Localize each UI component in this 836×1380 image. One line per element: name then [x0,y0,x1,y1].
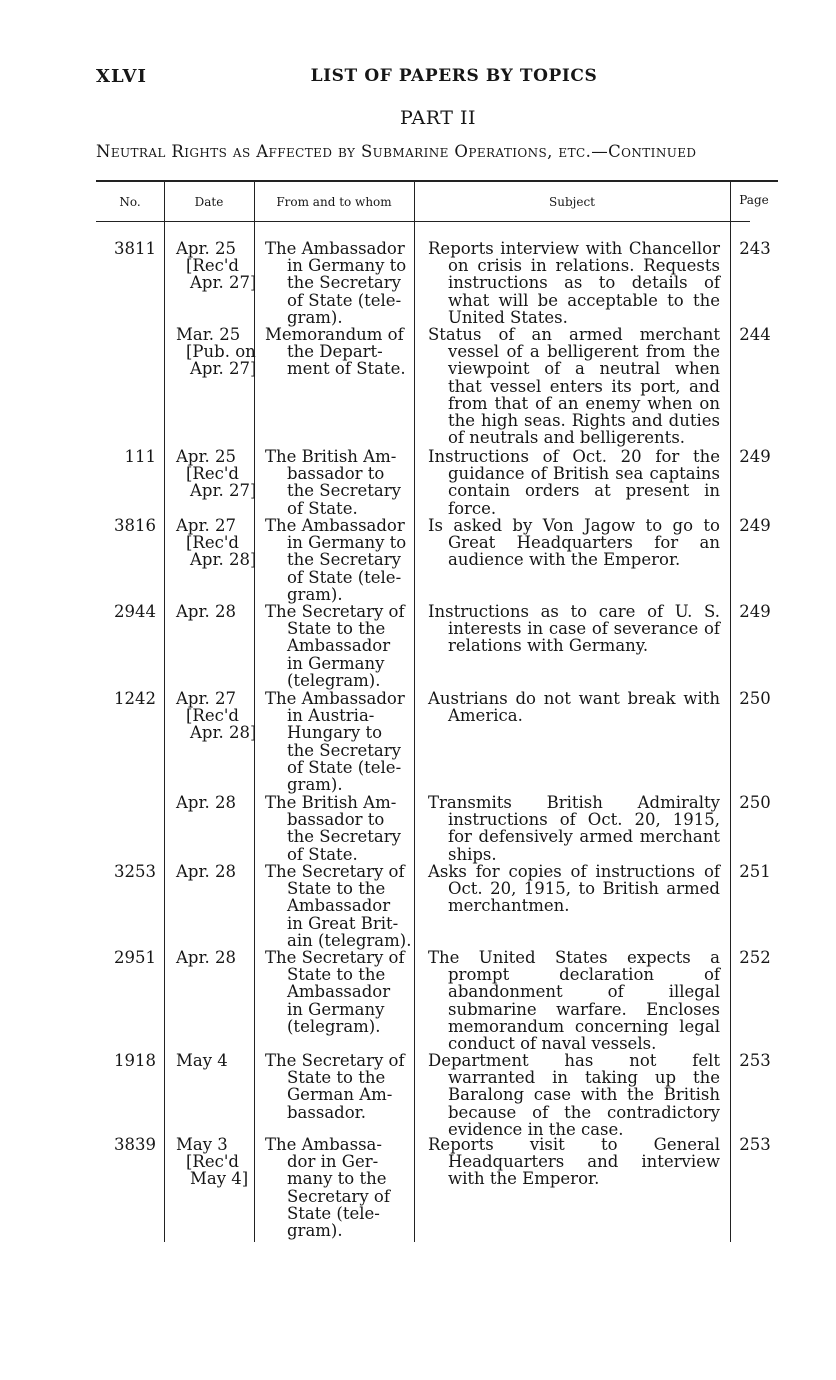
paper-date [176,603,258,620]
paper-number: 3816 [114,516,156,535]
page-number: 249 [739,447,771,466]
from-line: State (tele- [287,1203,380,1223]
from-line: of State (tele- [287,757,402,777]
from-to-whom [265,690,411,793]
from-line: Hungary to [287,723,383,743]
from-line: The Ambassador [265,239,405,258]
from-to-whom [265,949,411,1035]
section-heading: Neutral Rights as Affected by Submarine Operations, etc.—Continued [96,142,697,161]
subject-text: Is asked by Von Jagow to go to Great Headquarters for an audience with the Emperor. [428,516,720,570]
from-line: the Secretary [287,481,401,501]
paper-date [176,448,258,500]
from-line: of State. [287,498,358,518]
running-head [96,66,778,96]
paper-date [176,517,258,569]
subject-text: The United States expects a prompt declaration of abandonment of illegal submarine warfare. Encloses memorandum concerning legal conduct of naval vessels. [428,948,720,1054]
from-to-whom [265,1052,411,1121]
from-line: gram). [287,775,343,795]
from-line: gram). [287,1221,343,1241]
folio: XLVI [96,66,147,87]
from-line: the Secretary [287,550,401,570]
from-line: The Secretary of [265,862,405,881]
paper-number: 2951 [114,948,156,967]
from-line: The Secretary of [265,1051,405,1070]
from-line: Ambassador [287,896,391,916]
from-to-whom [265,326,411,378]
from-to-whom [265,794,411,863]
date-line: May 4 [176,1051,228,1070]
date-line: [Rec'd [186,533,239,553]
from-line: Ambassador [287,636,391,656]
date-line: Apr. 27 [176,689,237,708]
header-date: Date [194,195,224,209]
paper-date [176,326,258,378]
from-to-whom [265,1136,411,1239]
date-line: Apr. 28 [176,793,237,812]
date-line: Apr. 27] [190,359,257,379]
from-line: in Germany [287,999,385,1019]
column-divider [730,182,731,1242]
header-subject: Subject [549,195,595,209]
page-number: 249 [739,516,771,535]
from-line: of State. [287,844,358,864]
from-line: The British Am- [265,793,397,812]
subject-text: Instructions as to care of U. S. interests in case of severance of relations with Germany. [428,602,720,656]
subject-text: Austrians do not want break with America. [428,689,720,726]
date-line: Apr. 25 [176,447,237,466]
from-line: gram). [287,584,343,604]
subject-text: Transmits British Admiralty instructions of Oct. 20, 1915, for defensively armed merchant ships. [428,793,720,864]
from-line: State to the [287,1068,386,1088]
paper-date [176,240,258,292]
part-heading: PART II [400,107,476,129]
subject [428,240,720,326]
date-line: Apr. 27 [176,516,237,535]
from-line: The Ambassador [265,516,405,535]
header-no: No. [119,195,141,209]
from-to-whom [265,603,411,689]
subject [428,690,720,724]
date-line: [Pub. on [186,342,256,362]
paper-date [176,1136,258,1188]
date-line: Apr. 28] [190,550,257,570]
from-line: (telegram). [287,670,381,690]
date-line: Apr. 28] [190,723,257,743]
date-line: May 3 [176,1135,228,1154]
page-number: 253 [739,1051,771,1070]
from-line: ain (telegram). [287,930,412,950]
date-line: Apr. 25 [176,239,237,258]
page-number: 243 [739,239,771,258]
page-number: 250 [739,689,771,708]
paper-number: 1242 [114,689,156,708]
from-to-whom [265,863,411,949]
from-to-whom [265,448,411,517]
subject [428,603,720,655]
subject-text: Instructions of Oct. 20 for the guidance of British sea captains contain orders at present in force. [428,447,720,518]
from-line: The British Am- [265,447,397,466]
subject-text: Asks for copies of instructions of Oct. 20, 1915, to British armed merchantmen. [428,862,720,916]
from-line: in Germany to [287,256,407,276]
from-line: Secretary of [287,1186,390,1206]
from-to-whom [265,517,411,603]
from-line: of State (tele- [287,290,402,310]
column-divider [164,182,165,1242]
subject [428,1136,720,1188]
paper-number: 111 [124,447,156,466]
from-line: The Ambassa- [265,1135,382,1154]
page-number: 253 [739,1135,771,1154]
date-line: Apr. 28 [176,862,237,881]
date-line: May 4] [190,1169,249,1189]
from-line: the Secretary [287,827,401,847]
subject [428,794,720,863]
column-divider [414,182,415,1242]
table-header-rule [96,221,750,222]
subject [428,949,720,1052]
from-line: in Great Brit- [287,913,399,933]
page-number: 244 [739,325,771,344]
from-line: of State (tele- [287,567,402,587]
from-line: (telegram). [287,1016,381,1036]
paper-number: 2944 [114,602,156,621]
date-line: Mar. 25 [176,325,241,344]
date-line: [Rec'd [186,464,239,484]
paper-number: 3253 [114,862,156,881]
header-page: Page [739,193,769,207]
from-line: The Secretary of [265,602,405,621]
paper-number: 1918 [114,1051,156,1070]
from-line: ment of State. [287,359,406,379]
date-line: Apr. 28 [176,948,237,967]
subject-text: Status of an armed merchant vessel of a belligerent from the viewpoint of a neutral when that vessel enters its port, and from that of an enemy when on the high seas. Rights and duties of neutrals and belligerents. [428,325,720,448]
from-line: gram). [287,307,343,327]
from-line: The Secretary of [265,948,405,967]
paper-number: 3811 [114,239,156,258]
from-line: State to the [287,619,386,639]
subject-text: Reports interview with Chancellor on crisis in relations. Requests instructions as to details of what will be acceptable to the United States. [428,239,720,327]
from-line: bassador to [287,464,385,484]
from-line: Ambassador [287,982,391,1002]
from-line: German Am- [287,1085,393,1105]
from-line: The Ambassador [265,689,405,708]
date-line: Apr. 28 [176,602,237,621]
page-number: 251 [739,862,771,881]
subject [428,517,720,569]
from-line: bassador. [287,1102,366,1122]
from-line: dor in Ger- [287,1152,379,1172]
paper-date [176,1052,258,1069]
subject [428,1052,720,1138]
header-from-to: From and to whom [276,195,392,209]
date-line: [Rec'd [186,256,239,276]
page-number: 250 [739,793,771,812]
from-line: in Germany [287,653,385,673]
subject-text: Department has not felt warranted in taking up the Baralong case with the British because of the contradictory evidence in the case. [428,1051,720,1139]
from-line: Memorandum of [265,325,404,344]
running-title: LIST OF PAPERS BY TOPICS [310,66,598,86]
from-to-whom [265,240,411,326]
from-line: State to the [287,879,386,899]
papers-table [96,180,778,1245]
from-line: in Austria- [287,706,375,726]
paper-number: 3839 [114,1135,156,1154]
page-number: 252 [739,948,771,967]
from-line: the Secretary [287,740,401,760]
paper-date [176,794,258,811]
date-line: Apr. 27] [190,273,257,293]
paper-date [176,949,258,966]
date-line: [Rec'd [186,1152,239,1172]
from-line: the Depart- [287,342,383,362]
paper-date [176,690,258,742]
subject-text: Reports visit to General Headquarters and interview with the Emperor. [428,1135,720,1189]
from-line: the Secretary [287,273,401,293]
table-top-rule [96,180,778,182]
subject [428,326,720,446]
date-line: Apr. 27] [190,481,257,501]
from-line: bassador to [287,810,385,830]
page-number: 249 [739,602,771,621]
from-line: in Germany to [287,533,407,553]
subject [428,863,720,915]
date-line: [Rec'd [186,706,239,726]
from-line: State to the [287,965,386,985]
from-line: many to the [287,1169,387,1189]
subject [428,448,720,517]
paper-date [176,863,258,880]
